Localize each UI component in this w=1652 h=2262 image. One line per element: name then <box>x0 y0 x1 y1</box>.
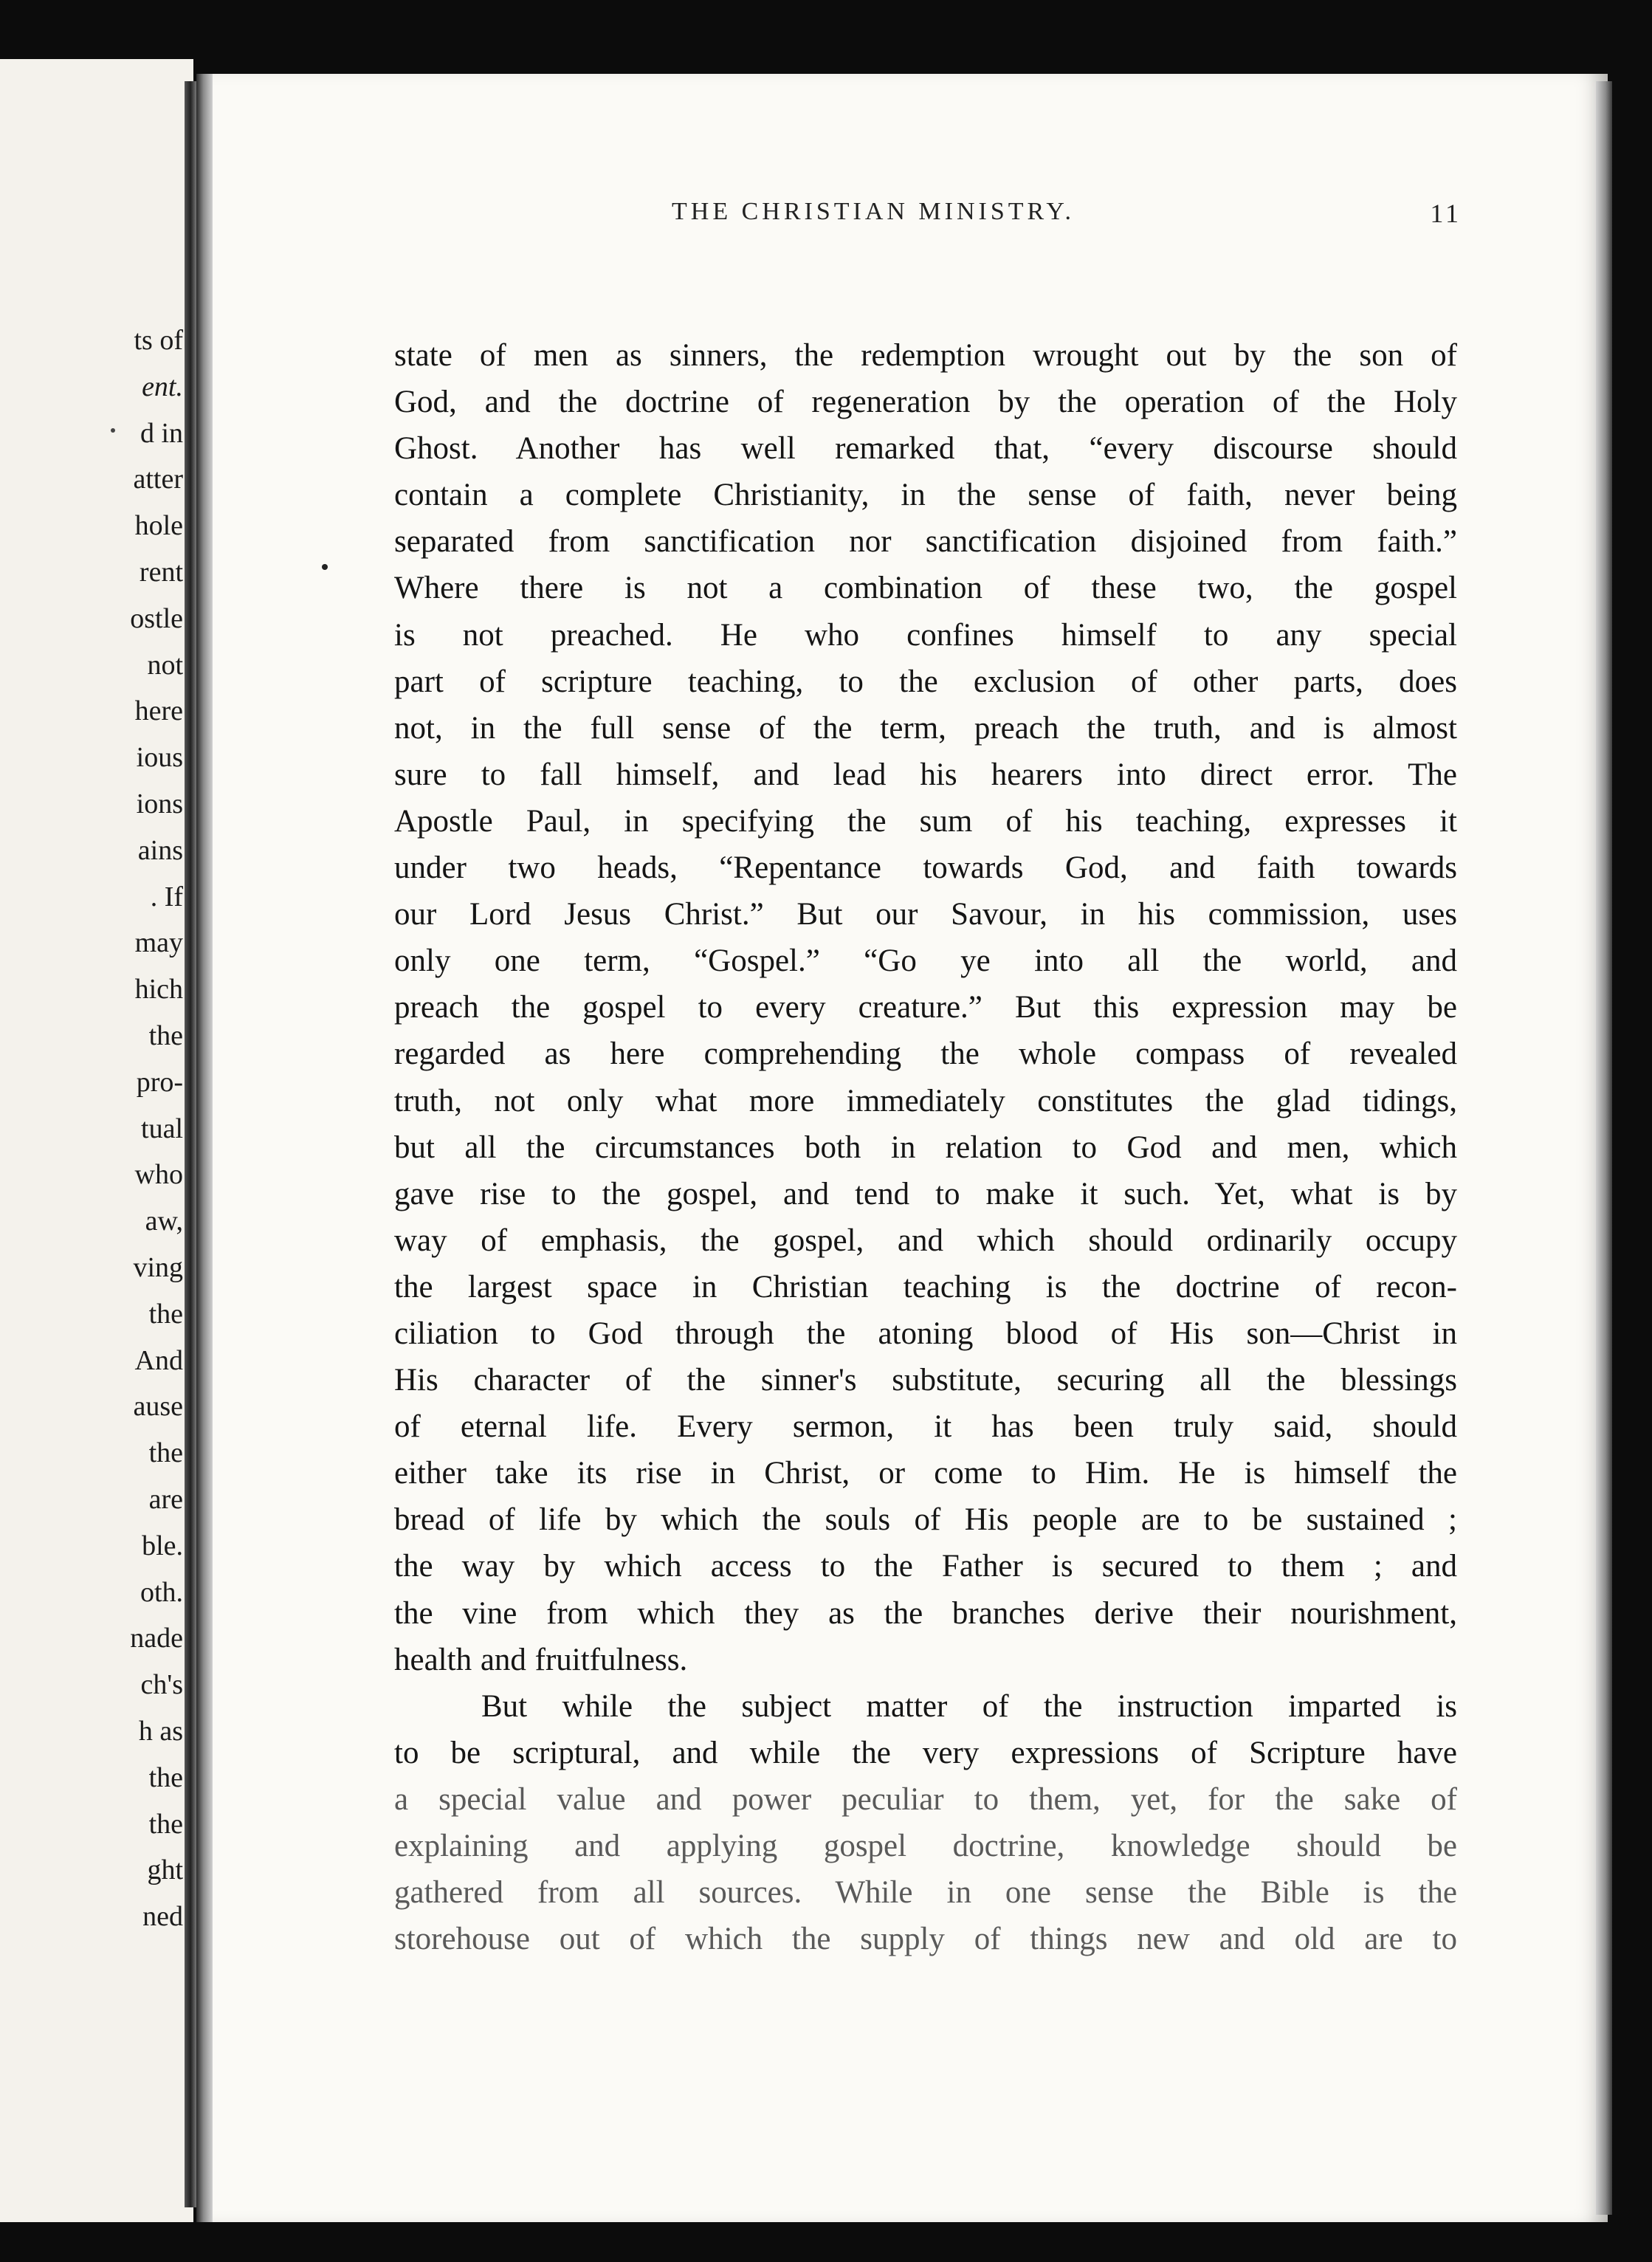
text-line: regarded as here comprehending the whole compass of revealed <box>394 1037 1457 1072</box>
text-line: contain a complete Christianity, in the sense of faith, never being <box>394 478 1457 513</box>
margin-mark <box>322 564 328 570</box>
text-line: either take its rise in Christ, or come to Him. He is himself the <box>394 1456 1457 1491</box>
facing-page-line-end: ght <box>147 1854 183 1886</box>
facing-page-line-end: . If <box>150 881 183 912</box>
text-line: the way by which access to the Father is secured to them ; and <box>394 1549 1457 1584</box>
text-line: gathered from all sources. While in one sense the Bible is the <box>394 1875 1457 1911</box>
text-line: the largest space in Christian teaching is the doctrine of recon- <box>394 1269 1457 1304</box>
text-line: bread of life by which the souls of His people are to be sustained ; <box>394 1502 1457 1538</box>
text-line: Where there is not a combination of these two, the gospel <box>394 571 1457 606</box>
text-line: gave rise to the gospel, and tend to make it such. Yet, what is by <box>394 1176 1457 1211</box>
text-line: but all the circumstances both in relation to God and men, which <box>394 1130 1457 1165</box>
facing-page-line-end: the <box>148 1298 183 1330</box>
text-line: storehouse out of which the supply of things new and old are to <box>394 1922 1457 1957</box>
running-title: THE CHRISTIAN MINISTRY. <box>672 198 1075 225</box>
text-line: separated from sanctification nor sanctification disjoined from faith.” <box>394 524 1457 560</box>
facing-page-line-end: tual <box>141 1113 183 1144</box>
facing-page-line-end: hich <box>134 974 183 1005</box>
text-line: explaining and applying gospel doctrine, knowledge should be <box>394 1829 1457 1863</box>
text-line: the vine from which they as the branches derive their nourishment, <box>394 1595 1457 1631</box>
facing-page-line-end: atter <box>133 464 183 495</box>
text-line: But while the subject matter of the instruction imparted is <box>481 1688 1457 1724</box>
facing-page-line-end: And <box>134 1344 183 1376</box>
text-line: only one term, “Gospel.” “Go ye into all the world, and <box>394 943 1457 979</box>
facing-page-line-end: ause <box>133 1391 183 1423</box>
text-line: way of emphasis, the gospel, and which should ordinarily occupy <box>394 1223 1457 1258</box>
facing-page-line-end: ent. <box>142 371 183 402</box>
text-line: state of men as sinners, the redemption wrought out by the son of <box>394 338 1457 373</box>
facing-page-line-end: ions <box>136 788 183 819</box>
facing-page-line-end: are <box>148 1483 183 1515</box>
facing-page-line-end: ious <box>136 742 183 774</box>
facing-page-line-ends <box>130 317 183 1940</box>
facing-page-line-end: pro- <box>136 1066 183 1098</box>
facing-page-line-end: ains <box>137 834 183 866</box>
facing-page-line-end: the <box>148 1808 183 1840</box>
page-edge-shadow <box>1596 81 1612 2215</box>
text-line: sure to fall himself, and lead his hearers into direct error. The <box>394 757 1457 792</box>
facing-page-line-end: oth. <box>140 1576 183 1608</box>
text-line: of eternal life. Every sermon, it has been truly said, should <box>394 1409 1457 1445</box>
facing-page-line-end: h as <box>138 1715 183 1747</box>
facing-page-line-end: ostle <box>130 602 183 634</box>
text-line: ciliation to God through the atoning blood of His son—Christ in <box>394 1316 1457 1351</box>
text-line: preach the gospel to every creature.” But this expression may be <box>394 990 1457 1025</box>
facing-page-line-end: not <box>147 649 183 681</box>
facing-page-line-end: nade <box>130 1623 183 1654</box>
facing-page-line-end: the <box>148 1437 183 1469</box>
body-text <box>394 332 1457 1962</box>
text-line: to be scriptural, and while the very expressions of Scripture have <box>394 1735 1457 1770</box>
facing-page-line-end: ch's <box>140 1669 183 1701</box>
facing-page-line-end: d in <box>140 417 183 449</box>
text-line: truth, not only what more immediately constitutes the glad tidings, <box>394 1083 1457 1118</box>
facing-page-line-end: ble. <box>142 1530 183 1561</box>
book-gutter <box>196 74 214 2222</box>
facing-page-line-end: aw, <box>145 1206 183 1237</box>
facing-page-line-end: ving <box>133 1251 183 1283</box>
ink-speck <box>111 428 115 433</box>
text-line: under two heads, “Repentance towards God, and faith towards <box>394 850 1457 886</box>
facing-page-edge <box>185 81 196 2207</box>
page-number: 11 <box>1430 199 1462 228</box>
facing-page-line-end: who <box>134 1159 183 1191</box>
text-line: health and fruitfulness. <box>394 1642 688 1677</box>
text-line: is not preached. He who confines himself to any special <box>394 617 1457 653</box>
facing-page-line-end: here <box>134 695 183 727</box>
text-line: God, and the doctrine of regeneration by the operation of the Holy <box>394 385 1457 420</box>
running-head <box>391 198 1462 235</box>
facing-page-line-end: the <box>148 1761 183 1793</box>
text-line: not, in the full sense of the term, preach the truth, and is almost <box>394 710 1457 746</box>
facing-page-line-end: ned <box>142 1901 183 1933</box>
facing-page-line-end: hole <box>134 510 183 542</box>
facing-page-fragment <box>0 59 193 2222</box>
text-line: His character of the sinner's substitute, securing all the blessings <box>394 1363 1457 1398</box>
text-line: our Lord Jesus Christ.” But our Savour, in his commission, uses <box>394 897 1457 932</box>
facing-page-line-end: ts of <box>134 325 183 356</box>
text-line: a special value and power peculiar to them, yet, for the sake of <box>394 1781 1457 1817</box>
facing-page-line-end: may <box>134 927 183 959</box>
facing-page-line-end: the <box>148 1020 183 1051</box>
text-line: Ghost. Another has well remarked that, “every discourse should <box>394 431 1457 467</box>
text-line: part of scripture teaching, to the exclusion of other parts, does <box>394 664 1457 699</box>
facing-page-line-end: rent <box>139 556 183 588</box>
text-line: Apostle Paul, in specifying the sum of his teaching, expresses it <box>394 803 1457 839</box>
